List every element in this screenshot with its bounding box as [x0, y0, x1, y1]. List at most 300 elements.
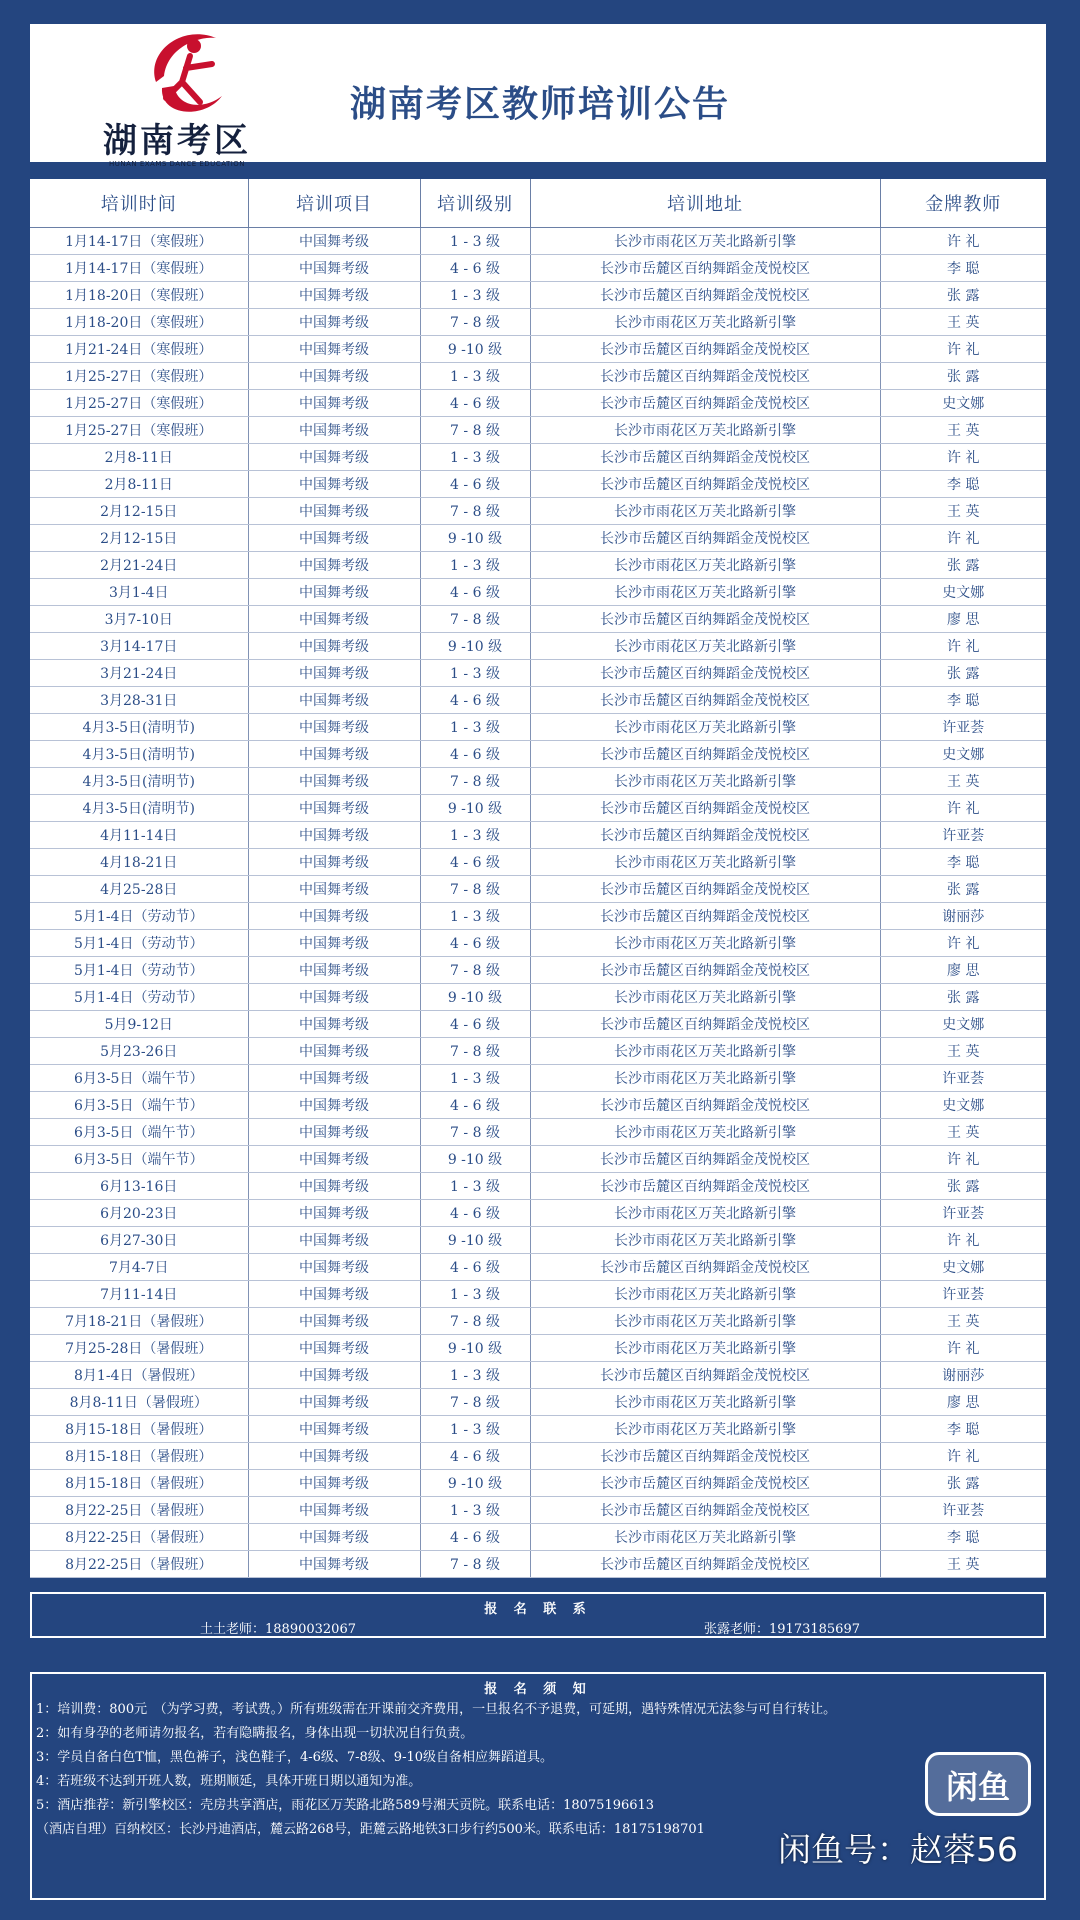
table-cell: 4 - 6 级	[420, 1443, 530, 1470]
table-cell: 李 聪	[880, 687, 1046, 714]
table-cell: 长沙市岳麓区百纳舞蹈金茂悦校区	[530, 660, 880, 687]
table-cell: 1 - 3 级	[420, 1173, 530, 1200]
table-cell: 1 - 3 级	[420, 822, 530, 849]
table-cell: 长沙市岳麓区百纳舞蹈金茂悦校区	[530, 876, 880, 903]
table-cell: 中国舞考级	[248, 579, 420, 606]
table-cell: 2月12-15日	[30, 498, 248, 525]
table-cell: 1 - 3 级	[420, 552, 530, 579]
table-cell: 王 英	[880, 1038, 1046, 1065]
table-cell: 4月3-5日(清明节)	[30, 795, 248, 822]
table-cell: 7月11-14日	[30, 1281, 248, 1308]
table-cell: 王 英	[880, 417, 1046, 444]
table-cell: 中国舞考级	[248, 417, 420, 444]
table-cell: 中国舞考级	[248, 498, 420, 525]
table-cell: 3月1-4日	[30, 579, 248, 606]
table-cell: 中国舞考级	[248, 1416, 420, 1443]
table-cell: 8月15-18日（暑假班）	[30, 1443, 248, 1470]
table-cell: 许 礼	[880, 633, 1046, 660]
schedule-table	[30, 179, 1046, 1578]
table-cell: 7 - 8 级	[420, 1038, 530, 1065]
table-row	[30, 552, 1046, 579]
table-cell: 中国舞考级	[248, 1227, 420, 1254]
table-cell: 中国舞考级	[248, 1146, 420, 1173]
table-cell: 7 - 8 级	[420, 1308, 530, 1335]
table-cell: 长沙市岳麓区百纳舞蹈金茂悦校区	[530, 282, 880, 309]
table-row	[30, 1443, 1046, 1470]
table-cell: 张 露	[880, 282, 1046, 309]
table-cell: 6月20-23日	[30, 1200, 248, 1227]
table-cell: 中国舞考级	[248, 1038, 420, 1065]
table-row	[30, 579, 1046, 606]
logo-subtext: HUNAN EXAMS DANCE EDUCATION	[108, 160, 246, 168]
table-cell: 2月8-11日	[30, 471, 248, 498]
table-cell: 谢丽莎	[880, 1362, 1046, 1389]
table-cell: 中国舞考级	[248, 309, 420, 336]
table-cell: 长沙市岳麓区百纳舞蹈金茂悦校区	[530, 1092, 880, 1119]
table-cell: 4 - 6 级	[420, 1011, 530, 1038]
table-cell: 长沙市岳麓区百纳舞蹈金茂悦校区	[530, 606, 880, 633]
table-cell: 张 露	[880, 876, 1046, 903]
table-cell: 1月25-27日（寒假班）	[30, 417, 248, 444]
notice-title: 报 名 须 知	[484, 1682, 592, 1697]
table-cell: 长沙市雨花区万芙北路新引擎	[530, 1065, 880, 1092]
table-cell: 长沙市雨花区万芙北路新引擎	[530, 1119, 880, 1146]
table-cell: 7月18-21日（暑假班）	[30, 1308, 248, 1335]
table-cell: 7 - 8 级	[420, 498, 530, 525]
table-row	[30, 687, 1046, 714]
contact-title: 报 名 联 系	[484, 1602, 592, 1617]
table-cell: 长沙市雨花区万芙北路新引擎	[530, 1389, 880, 1416]
table-cell: 中国舞考级	[248, 1362, 420, 1389]
table-row	[30, 498, 1046, 525]
table-cell: 6月13-16日	[30, 1173, 248, 1200]
table-row	[30, 741, 1046, 768]
table-cell: 1 - 3 级	[420, 1281, 530, 1308]
table-cell: 4 - 6 级	[420, 1200, 530, 1227]
table-cell: 长沙市雨花区万芙北路新引擎	[530, 1416, 880, 1443]
table-cell: 中国舞考级	[248, 660, 420, 687]
table-cell: 长沙市岳麓区百纳舞蹈金茂悦校区	[530, 444, 880, 471]
table-cell: 4 - 6 级	[420, 1092, 530, 1119]
table-row	[30, 1227, 1046, 1254]
table-cell: 中国舞考级	[248, 957, 420, 984]
table-cell: 4月25-28日	[30, 876, 248, 903]
notice-line: 1：培训费：800元 （为学习费，考试费。）所有班级需在开课前交齐费用，一旦报名不予退费，可延期，遇特殊情况无法参与可自行转让。	[36, 1702, 837, 1717]
table-cell: 1 - 3 级	[420, 1416, 530, 1443]
table-row	[30, 606, 1046, 633]
table-cell: 长沙市雨花区万芙北路新引擎	[530, 633, 880, 660]
table-cell: 5月23-26日	[30, 1038, 248, 1065]
table-cell: 8月15-18日（暑假班）	[30, 1470, 248, 1497]
table-row	[30, 417, 1046, 444]
column-header: 培训级别	[420, 179, 530, 228]
table-cell: 李 聪	[880, 471, 1046, 498]
table-cell: 7 - 8 级	[420, 1551, 530, 1578]
table-cell: 李 聪	[880, 1416, 1046, 1443]
table-cell: 1 - 3 级	[420, 1065, 530, 1092]
table-cell: 长沙市岳麓区百纳舞蹈金茂悦校区	[530, 822, 880, 849]
table-cell: 长沙市岳麓区百纳舞蹈金茂悦校区	[530, 390, 880, 417]
table-cell: 长沙市雨花区万芙北路新引擎	[530, 714, 880, 741]
table-cell: 长沙市雨花区万芙北路新引擎	[530, 309, 880, 336]
table-cell: 7 - 8 级	[420, 1389, 530, 1416]
table-cell: 长沙市岳麓区百纳舞蹈金茂悦校区	[530, 1011, 880, 1038]
table-cell: 2月8-11日	[30, 444, 248, 471]
table-cell: 中国舞考级	[248, 1281, 420, 1308]
table-cell: 许 礼	[880, 1443, 1046, 1470]
table-cell: 长沙市岳麓区百纳舞蹈金茂悦校区	[530, 525, 880, 552]
table-cell: 长沙市岳麓区百纳舞蹈金茂悦校区	[530, 957, 880, 984]
table-cell: 9 -10 级	[420, 1146, 530, 1173]
table-cell: 中国舞考级	[248, 390, 420, 417]
notice-line: 4：若班级不达到开班人数，班期顺延，具体开班日期以通知为准。	[36, 1774, 422, 1789]
table-cell: 中国舞考级	[248, 282, 420, 309]
table-cell: 1月21-24日（寒假班）	[30, 336, 248, 363]
table-cell: 3月28-31日	[30, 687, 248, 714]
table-cell: 5月1-4日（劳动节）	[30, 957, 248, 984]
table-row	[30, 471, 1046, 498]
table-cell: 长沙市雨花区万芙北路新引擎	[530, 1308, 880, 1335]
contact-box	[30, 1592, 1046, 1638]
table-cell: 史文娜	[880, 1092, 1046, 1119]
table-cell: 9 -10 级	[420, 633, 530, 660]
table-cell: 中国舞考级	[248, 1173, 420, 1200]
table-cell: 许亚荟	[880, 1200, 1046, 1227]
table-row	[30, 1281, 1046, 1308]
table-cell: 4月3-5日(清明节)	[30, 741, 248, 768]
table-cell: 6月3-5日（端午节）	[30, 1146, 248, 1173]
table-cell: 张 露	[880, 1470, 1046, 1497]
table-cell: 长沙市雨花区万芙北路新引擎	[530, 1200, 880, 1227]
table-row	[30, 255, 1046, 282]
notice-line: （酒店自理）百纳校区：长沙丹迪酒店，麓云路268号，距麓云路地铁3口步行约500米。联系电话：18175198701	[36, 1822, 705, 1837]
table-cell: 中国舞考级	[248, 714, 420, 741]
table-row	[30, 768, 1046, 795]
table-cell: 中国舞考级	[248, 633, 420, 660]
table-cell: 王 英	[880, 1119, 1046, 1146]
table-cell: 中国舞考级	[248, 1443, 420, 1470]
table-row	[30, 336, 1046, 363]
table-cell: 长沙市岳麓区百纳舞蹈金茂悦校区	[530, 1146, 880, 1173]
table-row	[30, 1497, 1046, 1524]
table-cell: 3月14-17日	[30, 633, 248, 660]
table-cell: 1 - 3 级	[420, 1362, 530, 1389]
table-cell: 李 聪	[880, 849, 1046, 876]
table-cell: 史文娜	[880, 1011, 1046, 1038]
notice-lines	[36, 1698, 1040, 1842]
table-cell: 4 - 6 级	[420, 471, 530, 498]
table-cell: 王 英	[880, 498, 1046, 525]
table-cell: 李 聪	[880, 255, 1046, 282]
logo	[82, 24, 272, 168]
table-cell: 4 - 6 级	[420, 1254, 530, 1281]
dancer-logo-icon	[142, 24, 232, 124]
table-cell: 中国舞考级	[248, 1524, 420, 1551]
table-body	[30, 228, 1046, 1578]
table-cell: 许 礼	[880, 525, 1046, 552]
table-row	[30, 228, 1046, 255]
table-cell: 中国舞考级	[248, 876, 420, 903]
table-cell: 7 - 8 级	[420, 309, 530, 336]
column-header: 培训时间	[30, 179, 248, 228]
table-row	[30, 1011, 1046, 1038]
table-cell: 8月15-18日（暑假班）	[30, 1416, 248, 1443]
table-cell: 中国舞考级	[248, 471, 420, 498]
table-cell: 5月9-12日	[30, 1011, 248, 1038]
table-cell: 9 -10 级	[420, 525, 530, 552]
page-title: 湖南考区教师培训公告	[350, 83, 731, 125]
table-cell: 7月25-28日（暑假班）	[30, 1335, 248, 1362]
table-row	[30, 1416, 1046, 1443]
table-cell: 7 - 8 级	[420, 417, 530, 444]
table-cell: 张 露	[880, 552, 1046, 579]
table-cell: 8月22-25日（暑假班）	[30, 1524, 248, 1551]
notice-line: 5：酒店推荐：新引擎校区：壳房共享酒店，雨花区万芙路北路589号湘天贡院。联系电话：18075196613	[36, 1798, 655, 1813]
table-cell: 许 礼	[880, 336, 1046, 363]
table-cell: 中国舞考级	[248, 606, 420, 633]
table-cell: 许 礼	[880, 228, 1046, 255]
table-cell: 长沙市雨花区万芙北路新引擎	[530, 984, 880, 1011]
table-cell: 9 -10 级	[420, 336, 530, 363]
table-cell: 4 - 6 级	[420, 1524, 530, 1551]
table-row	[30, 1470, 1046, 1497]
table-cell: 5月1-4日（劳动节）	[30, 903, 248, 930]
table-cell: 许 礼	[880, 1146, 1046, 1173]
table-cell: 中国舞考级	[248, 255, 420, 282]
table-cell: 王 英	[880, 1308, 1046, 1335]
table-cell: 长沙市岳麓区百纳舞蹈金茂悦校区	[530, 795, 880, 822]
table-cell: 许亚荟	[880, 714, 1046, 741]
table-row	[30, 1065, 1046, 1092]
table-cell: 长沙市雨花区万芙北路新引擎	[530, 930, 880, 957]
table-cell: 长沙市岳麓区百纳舞蹈金茂悦校区	[530, 741, 880, 768]
table-cell: 4 - 6 级	[420, 390, 530, 417]
table-cell: 中国舞考级	[248, 1551, 420, 1578]
table-cell: 中国舞考级	[248, 849, 420, 876]
table-cell: 4月18-21日	[30, 849, 248, 876]
table-row	[30, 1092, 1046, 1119]
table-header-row	[30, 179, 1046, 228]
table-cell: 许 礼	[880, 1335, 1046, 1362]
table-cell: 长沙市岳麓区百纳舞蹈金茂悦校区	[530, 255, 880, 282]
table-cell: 长沙市岳麓区百纳舞蹈金茂悦校区	[530, 687, 880, 714]
table-cell: 9 -10 级	[420, 1227, 530, 1254]
table-cell: 6月3-5日（端午节）	[30, 1092, 248, 1119]
watermark-text: 闲鱼号：赵蓉56	[778, 1830, 1018, 1869]
table-cell: 3月7-10日	[30, 606, 248, 633]
table-cell: 长沙市岳麓区百纳舞蹈金茂悦校区	[530, 471, 880, 498]
table-cell: 史文娜	[880, 390, 1046, 417]
table-cell: 4月11-14日	[30, 822, 248, 849]
table-cell: 张 露	[880, 1173, 1046, 1200]
table-cell: 4 - 6 级	[420, 255, 530, 282]
table-cell: 长沙市雨花区万芙北路新引擎	[530, 849, 880, 876]
contact-teacher-1: 土土老师：18890032067	[200, 1622, 356, 1637]
table-cell: 中国舞考级	[248, 822, 420, 849]
table-cell: 中国舞考级	[248, 1335, 420, 1362]
table-cell: 许亚荟	[880, 1281, 1046, 1308]
table-cell: 5月1-4日（劳动节）	[30, 984, 248, 1011]
table-cell: 长沙市雨花区万芙北路新引擎	[530, 1038, 880, 1065]
table-cell: 长沙市雨花区万芙北路新引擎	[530, 768, 880, 795]
table-cell: 长沙市岳麓区百纳舞蹈金茂悦校区	[530, 1497, 880, 1524]
table-cell: 1月14-17日（寒假班）	[30, 255, 248, 282]
column-header: 培训地址	[530, 179, 880, 228]
table-row	[30, 1389, 1046, 1416]
table-cell: 廖 思	[880, 606, 1046, 633]
table-cell: 9 -10 级	[420, 1335, 530, 1362]
table-cell: 长沙市雨花区万芙北路新引擎	[530, 1281, 880, 1308]
table-row	[30, 390, 1046, 417]
table-row	[30, 984, 1046, 1011]
table-cell: 1月18-20日（寒假班）	[30, 282, 248, 309]
table-cell: 4月3-5日(清明节)	[30, 714, 248, 741]
table-row	[30, 930, 1046, 957]
table-cell: 中国舞考级	[248, 741, 420, 768]
table-cell: 6月27-30日	[30, 1227, 248, 1254]
table-cell: 中国舞考级	[248, 687, 420, 714]
table-cell: 长沙市雨花区万芙北路新引擎	[530, 1227, 880, 1254]
table-cell: 长沙市雨花区万芙北路新引擎	[530, 228, 880, 255]
table-cell: 5月1-4日（劳动节）	[30, 930, 248, 957]
table-cell: 8月22-25日（暑假班）	[30, 1497, 248, 1524]
table-cell: 中国舞考级	[248, 1308, 420, 1335]
xianyu-logo-icon: 闲鱼	[925, 1752, 1031, 1816]
table-cell: 中国舞考级	[248, 1119, 420, 1146]
table-row	[30, 1200, 1046, 1227]
table-cell: 8月8-11日（暑假班）	[30, 1389, 248, 1416]
table-cell: 长沙市雨花区万芙北路新引擎	[530, 1524, 880, 1551]
table-row	[30, 714, 1046, 741]
table-cell: 1 - 3 级	[420, 228, 530, 255]
table-cell: 4 - 6 级	[420, 849, 530, 876]
table-cell: 1月14-17日（寒假班）	[30, 228, 248, 255]
table-cell: 1月25-27日（寒假班）	[30, 390, 248, 417]
table-cell: 中国舞考级	[248, 930, 420, 957]
notice-line: 3：学员自备白色T恤，黑色裤子，浅色鞋子，4-6级、7-8级、9-10级自备相应舞蹈道具。	[36, 1750, 554, 1765]
table-row	[30, 1173, 1046, 1200]
table-cell: 1月25-27日（寒假班）	[30, 363, 248, 390]
table-cell: 史文娜	[880, 579, 1046, 606]
table-cell: 长沙市岳麓区百纳舞蹈金茂悦校区	[530, 1470, 880, 1497]
table-cell: 王 英	[880, 768, 1046, 795]
table-cell: 9 -10 级	[420, 984, 530, 1011]
table-cell: 廖 思	[880, 957, 1046, 984]
table-row	[30, 525, 1046, 552]
table-cell: 1 - 3 级	[420, 444, 530, 471]
table-cell: 张 露	[880, 660, 1046, 687]
table-cell: 许 礼	[880, 930, 1046, 957]
table-cell: 长沙市雨花区万芙北路新引擎	[530, 579, 880, 606]
table-cell: 中国舞考级	[248, 525, 420, 552]
table-cell: 2月21-24日	[30, 552, 248, 579]
table-cell: 许 礼	[880, 795, 1046, 822]
table-cell: 中国舞考级	[248, 444, 420, 471]
table-cell: 谢丽莎	[880, 903, 1046, 930]
table-cell: 6月3-5日（端午节）	[30, 1065, 248, 1092]
table-cell: 1 - 3 级	[420, 903, 530, 930]
table-cell: 中国舞考级	[248, 1065, 420, 1092]
table-cell: 7 - 8 级	[420, 1119, 530, 1146]
table-cell: 长沙市岳麓区百纳舞蹈金茂悦校区	[530, 336, 880, 363]
table-row	[30, 1524, 1046, 1551]
table-cell: 中国舞考级	[248, 336, 420, 363]
table-cell: 4 - 6 级	[420, 687, 530, 714]
table-cell: 7 - 8 级	[420, 768, 530, 795]
table-cell: 中国舞考级	[248, 1470, 420, 1497]
table-cell: 许 礼	[880, 444, 1046, 471]
column-header: 培训项目	[248, 179, 420, 228]
table-cell: 1 - 3 级	[420, 1497, 530, 1524]
table-cell: 中国舞考级	[248, 1389, 420, 1416]
table-cell: 9 -10 级	[420, 795, 530, 822]
table-cell: 长沙市岳麓区百纳舞蹈金茂悦校区	[530, 1443, 880, 1470]
table-row	[30, 849, 1046, 876]
table-row	[30, 282, 1046, 309]
table-cell: 廖 思	[880, 1389, 1046, 1416]
table-cell: 中国舞考级	[248, 1254, 420, 1281]
table-cell: 中国舞考级	[248, 795, 420, 822]
table-cell: 中国舞考级	[248, 1200, 420, 1227]
table-cell: 1 - 3 级	[420, 363, 530, 390]
table-cell: 李 聪	[880, 1524, 1046, 1551]
table-row	[30, 660, 1046, 687]
table-cell: 长沙市岳麓区百纳舞蹈金茂悦校区	[530, 1173, 880, 1200]
table-row	[30, 1038, 1046, 1065]
header-banner	[30, 24, 1046, 168]
table-cell: 4 - 6 级	[420, 930, 530, 957]
table-cell: 长沙市岳麓区百纳舞蹈金茂悦校区	[530, 1362, 880, 1389]
table-row	[30, 957, 1046, 984]
table-cell: 8月22-25日（暑假班）	[30, 1551, 248, 1578]
table-cell: 长沙市雨花区万芙北路新引擎	[530, 417, 880, 444]
table-cell: 中国舞考级	[248, 1011, 420, 1038]
table-cell: 7月4-7日	[30, 1254, 248, 1281]
table-cell: 许亚荟	[880, 822, 1046, 849]
table-row	[30, 1362, 1046, 1389]
table-row	[30, 795, 1046, 822]
table-cell: 史文娜	[880, 1254, 1046, 1281]
table-cell: 4月3-5日(清明节)	[30, 768, 248, 795]
table-cell: 中国舞考级	[248, 1092, 420, 1119]
table-cell: 7 - 8 级	[420, 957, 530, 984]
table-cell: 许亚荟	[880, 1065, 1046, 1092]
table-cell: 中国舞考级	[248, 363, 420, 390]
table-cell: 中国舞考级	[248, 552, 420, 579]
table-row	[30, 903, 1046, 930]
table-cell: 中国舞考级	[248, 1497, 420, 1524]
table-cell: 3月21-24日	[30, 660, 248, 687]
table-cell: 9 -10 级	[420, 1470, 530, 1497]
table-cell: 6月3-5日（端午节）	[30, 1119, 248, 1146]
table-cell: 中国舞考级	[248, 984, 420, 1011]
table-cell: 长沙市岳麓区百纳舞蹈金茂悦校区	[530, 903, 880, 930]
contact-teacher-2: 张露老师：19173185697	[704, 1622, 860, 1637]
table-cell: 2月12-15日	[30, 525, 248, 552]
table-row	[30, 633, 1046, 660]
table-cell: 4 - 6 级	[420, 579, 530, 606]
table-cell: 史文娜	[880, 741, 1046, 768]
table-cell: 王 英	[880, 309, 1046, 336]
table-cell: 8月1-4日（暑假班）	[30, 1362, 248, 1389]
table-cell: 中国舞考级	[248, 768, 420, 795]
table-cell: 长沙市岳麓区百纳舞蹈金茂悦校区	[530, 1551, 880, 1578]
logo-text: 湖南考区	[103, 121, 251, 161]
table-cell: 1 - 3 级	[420, 714, 530, 741]
table-row	[30, 1335, 1046, 1362]
notice-line: 2：如有身孕的老师请勿报名，若有隐瞒报名，身体出现一切状况自行负责。	[36, 1726, 474, 1741]
table-cell: 1 - 3 级	[420, 660, 530, 687]
